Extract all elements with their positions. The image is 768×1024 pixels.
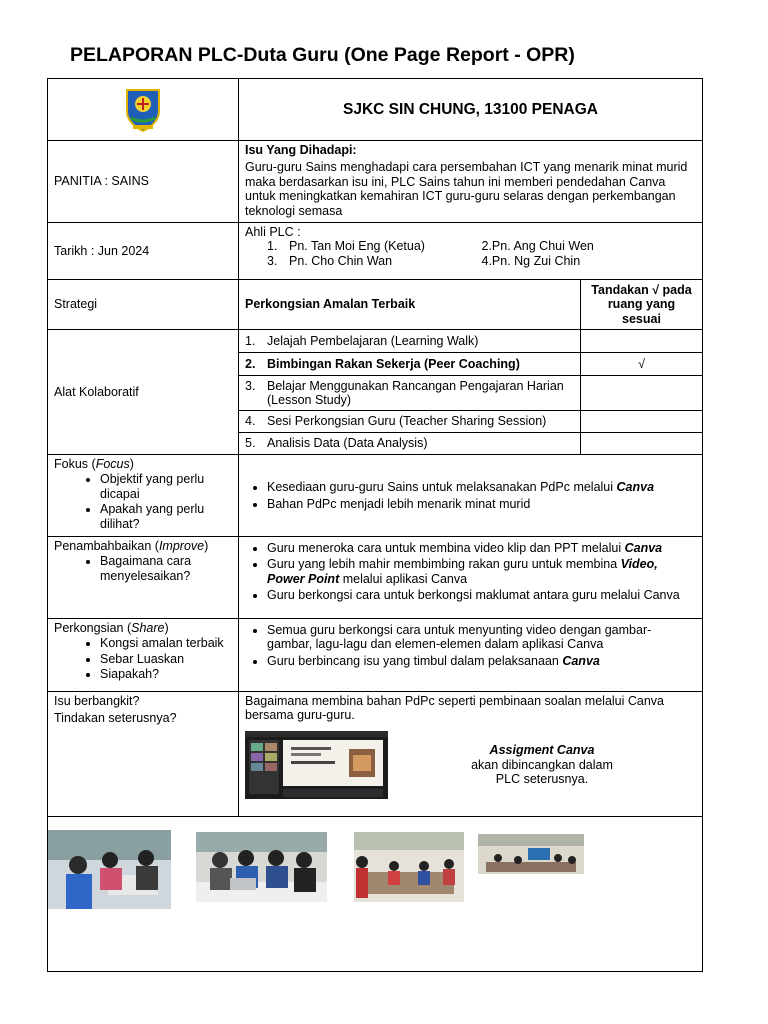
panitia-label: PANITIA : SAINS <box>48 141 239 223</box>
meeting-photo-2 <box>196 832 327 902</box>
improve-label-cell <box>48 537 239 619</box>
next-caption-line-1: akan dibincangkan dalam <box>471 757 613 772</box>
date-label: Tarikh : Jun 2024 <box>48 223 239 280</box>
next-question-2: Tindakan seterusnya? <box>54 711 177 726</box>
tool-item-1: 1. Jelajah Pembelajaran (Learning Walk) <box>239 330 581 353</box>
focus-question-1: • Objektif yang perlu dicapai <box>100 472 232 501</box>
next-answer-cell <box>239 692 703 817</box>
tool-mark-2: √ <box>581 353 703 376</box>
share-label-cell <box>48 619 239 692</box>
member-3: Pn. Cho Chin Wan <box>289 253 393 268</box>
share-label: Perkongsian (Share) <box>54 621 169 635</box>
tools-label: Alat Kolaboratif <box>48 330 239 455</box>
tool-mark-4 <box>581 411 703 433</box>
focus-answer-2: • Bahan PdPc menjadi lebih menarik minat murid <box>267 497 696 511</box>
next-question-1: Isu berbangkit? <box>54 694 140 708</box>
mark-column-heading: Tandakan √ pada ruang yang sesuai <box>581 280 703 330</box>
tool-mark-3 <box>581 376 703 411</box>
strategy-column-heading: Perkongsian Amalan Terbaik <box>239 280 581 330</box>
next-caption <box>388 743 696 786</box>
next-action-text: Bagaimana membina bahan PdPc seperti pembinaan soalan melalui Canva bersama guru-guru. <box>245 694 665 723</box>
share-answer-cell <box>239 619 703 692</box>
improve-label: Penambahbaikan (Improve) <box>54 539 209 553</box>
share-answer-2: • Guru berbincang isu yang timbul dalam pelaksanaan Canva <box>267 654 696 668</box>
tool-item-2: 2. Bimbingan Rakan Sekerja (Peer Coaching) <box>239 353 581 376</box>
tool-mark-1 <box>581 330 703 353</box>
share-question-2: • Sebar Luaskan <box>100 652 232 666</box>
school-name: SJKC SIN CHUNG, 13100 PENAGA <box>239 79 703 141</box>
issue-cell <box>239 141 703 223</box>
tool-item-5: 5. Analisis Data (Data Analysis) <box>239 433 581 455</box>
share-answer-1: • Semua guru berkongsi cara untuk menyunting video dengan gambar-gambar, lagu-lagu dan elemen-elemen dalam aplikasi Canva <box>267 623 696 652</box>
crest-cell <box>48 79 239 141</box>
strategy-label: Strategi <box>48 280 239 330</box>
improve-answer-1: • Guru meneroka cara untuk membina video klip dan PPT melalui Canva <box>267 541 696 555</box>
members-heading: Ahli PLC : <box>245 225 301 239</box>
school-crest-icon <box>123 87 163 133</box>
member-2: 2.Pn. Ang Chui Wen <box>481 239 594 254</box>
issue-text: Guru-guru Sains menghadapi cara persembahan ICT yang menarik minat murid maka berdasarkan isu ini, PLC Sains tahun ini memberi pendedahan Canva untuk meningkatkan kemahiran ICT guru-guru selaras dengan perkembangan teknologi semasa <box>245 160 688 218</box>
focus-label-cell <box>48 455 239 537</box>
focus-label: Fokus (Focus) <box>54 457 134 471</box>
improve-answer-2: • Guru yang lebih mahir membimbing rakan guru untuk membina Video, Power Point melalui aplikasi Canva <box>267 557 696 586</box>
share-question-1: • Kongsi amalan terbaik <box>100 636 232 650</box>
tool-mark-5 <box>581 433 703 455</box>
issue-heading: Isu Yang Dihadapi: <box>245 143 357 157</box>
member-1: Pn. Tan Moi Eng (Ketua) <box>289 239 425 254</box>
next-caption-line-2: PLC seterusnya. <box>495 771 589 786</box>
classroom-photo-2 <box>478 834 584 874</box>
meeting-photo-1 <box>48 830 171 909</box>
focus-answer-1: • Kesediaan guru-guru Sains untuk melaksanakan PdPc melalui Canva <box>267 480 696 494</box>
focus-question-2: • Apakah yang perlu dilihat? <box>100 502 232 531</box>
next-label-cell <box>48 692 239 817</box>
improve-answer-3: • Guru berkongsi cara untuk berkongsi maklumat antara guru melalui Canva <box>267 588 696 602</box>
share-question-3: • Siapakah? <box>100 667 232 681</box>
members-cell: Ahli PLC : 1. Pn. Tan Moi Eng (Ketua) 2.Pn. Ang Chui Wen 3. Pn. Cho Chin Wan 4.Pn. Ng Zui Chin <box>239 223 703 280</box>
improve-answer-cell <box>239 537 703 619</box>
improve-question-1: • Bagaimana cara menyelesaikan? <box>100 554 232 583</box>
classroom-photo-1 <box>354 832 464 902</box>
next-caption-title: Assigment Canva <box>489 743 595 758</box>
canva-screenshot-image <box>245 731 388 799</box>
tool-item-4: 4. Sesi Perkongsian Guru (Teacher Sharing Session) <box>239 411 581 433</box>
focus-answer-cell <box>239 455 703 537</box>
member-4: 4.Pn. Ng Zui Chin <box>481 253 581 268</box>
report-title: PELAPORAN PLC-Duta Guru (One Page Report - OPR) <box>70 44 575 66</box>
tool-item-3: 3. Belajar Menggunakan Rancangan Pengajaran Harian (Lesson Study) <box>239 376 581 411</box>
